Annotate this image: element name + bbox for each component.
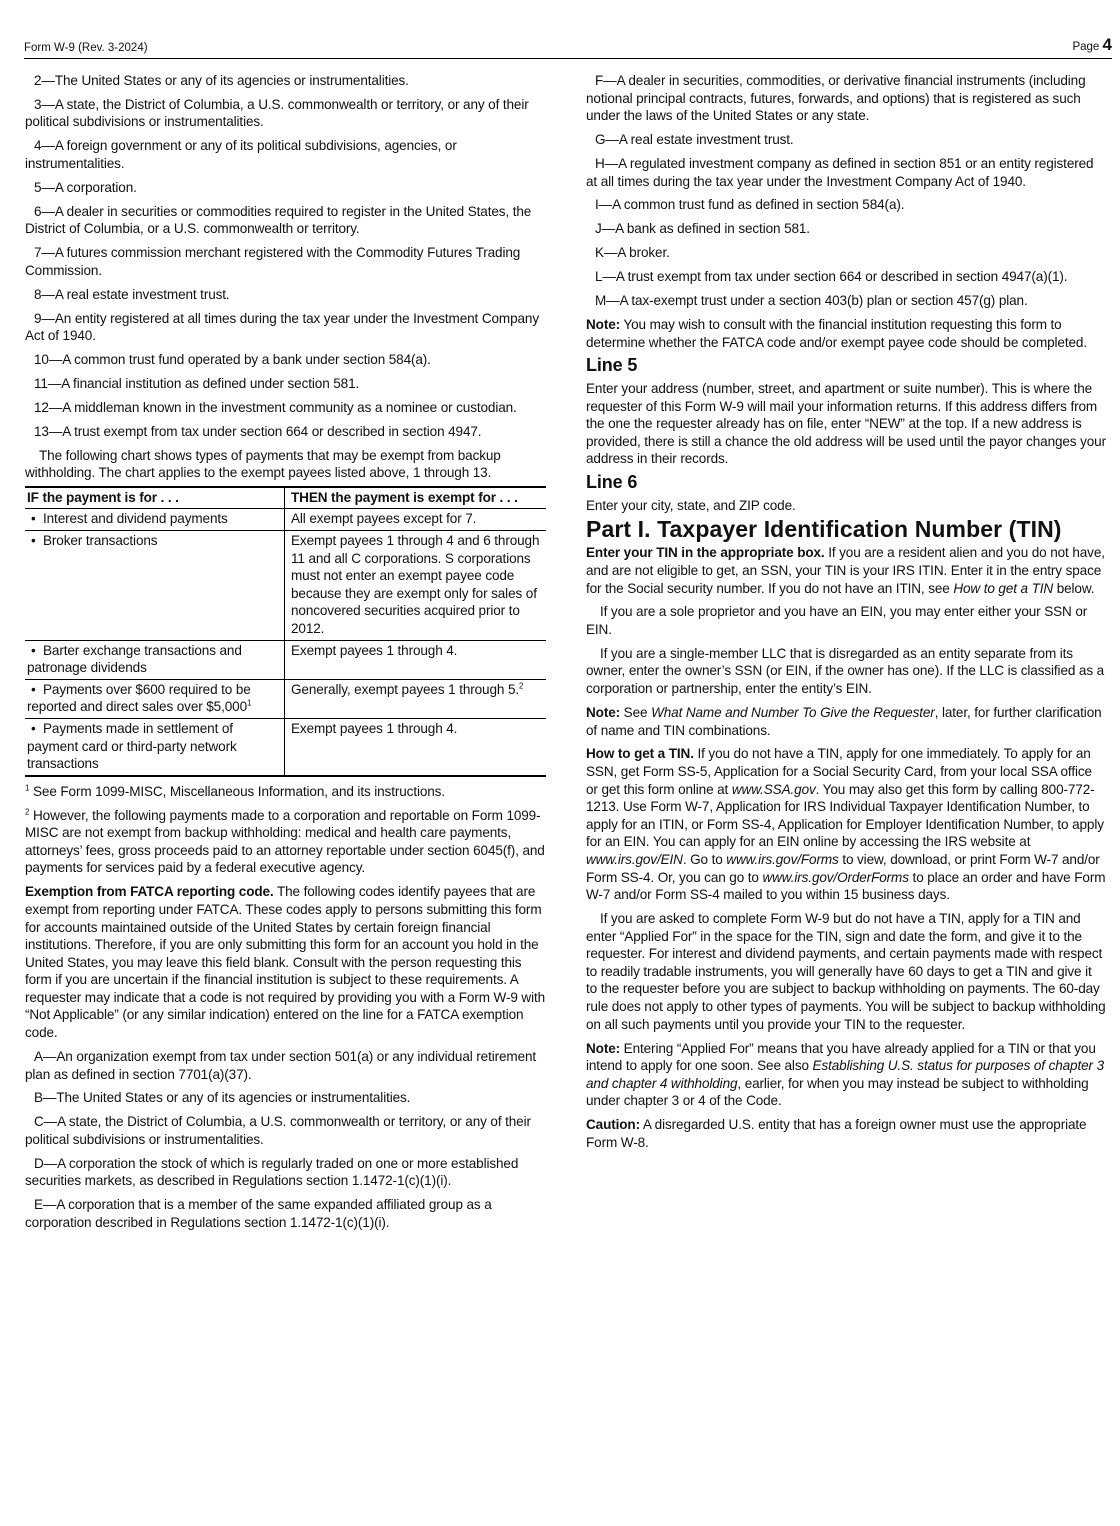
exempt-payee-item: 6—A dealer in securities or commodities required to register in the United States, the District of Columbia, or a U.S. commonwealth or territory. xyxy=(25,203,532,237)
fatca-code-item: J—A bank as defined in section 581. xyxy=(595,221,810,237)
fatca-code-item: F—A dealer in securities, commodities, or derivative financial instruments (including notional principal contracts, futures, forwards, and options) that is registered as such under the laws of the United States or any state. xyxy=(586,73,1086,124)
exempt-payee-item: 5—A corporation. xyxy=(34,179,137,195)
exempt-payee-item: 2—The United States or any of its agencies or instrumentalities. xyxy=(34,73,409,88)
fatca-code-item: L—A trust exempt from tax under section 664 or described in section 4947(a)(1). xyxy=(595,269,1068,285)
footnote-1: $^1$ See Form 1099-MISC, Miscellaneous Information, and its instructions. xyxy=(25,783,445,799)
fatca-paragraph: Exemption from FATCA reporting code. The following codes identify payees that are exempt from reporting under FATCA. These codes apply to persons submitting this form for accounts maintained outside of the United States by certain foreign financial institutions. Therefore, if you are only submitting this form for an account you hold in the United States, you may leave this field blank. Consult with the person requesting this form if you are uncertain if the financial institution is subject to these requirements. A requester may indicate that a code is not required by providing you with a Form W-9 with “Not Applicable” (or any similar indication) entered on the line for a FATCA exemption code. xyxy=(25,884,546,1041)
exempt-payee-item: 9—An entity registered at all times during the tax year under the Investment Company Act of 1940. xyxy=(25,310,539,344)
link-irs-orderforms: www.irs.gov/OrderForms xyxy=(762,869,909,885)
table-cell-payment: • Barter exchange transactions and patronage dividends xyxy=(25,640,285,679)
sole-proprietor-paragraph: If you are a sole proprietor and you have an EIN, you may enter either your SSN or EIN. xyxy=(586,604,1088,637)
bullet: • xyxy=(31,533,36,549)
fatca-code-item: H—A regulated investment company as defined in section 851 or an entity registered at all times during the tax year under the Investment Company Act of 1940. xyxy=(586,155,1094,189)
table-row xyxy=(25,718,546,775)
fatca-code-item: A—An organization exempt from tax under section 501(a) or any individual retirement plan as defined in section 7701(a)(37). xyxy=(25,1048,537,1082)
table-row xyxy=(25,679,546,718)
bullet: • xyxy=(31,720,36,736)
exempt-payee-item: 4—A foreign government or any of its political subdivisions, agencies, or instrumentalities. xyxy=(25,138,457,171)
exempt-payee-item: 12—A middleman known in the investment community as a nominee or custodian. xyxy=(34,399,517,415)
fatca-code-item: D—A corporation the stock of which is regularly traded on one or more established securities markets, as described in Regulations section 1.1472-1(c)(1)(i). xyxy=(25,1155,519,1189)
table-row xyxy=(25,509,546,531)
note-paragraph: Note: Entering “Applied For” means that you have already applied for a TIN or that you intend to apply for one soon. See also Establishing U.S. status for purposes of chapter 3 and chapter 4 withholding, earlier, for when you may instead be subject to withholding under chapter 3 or 4 of the Code. xyxy=(586,1040,1104,1109)
part1-heading: Part I. Taxpayer Identification Number (TIN) xyxy=(586,515,1062,542)
payment-exemption-table xyxy=(25,486,546,777)
footnote-2: $^2$ However, the following payments made to a corporation and reportable on Form 1099-MISC are not exempt from backup withholding: medical and health care payments, attorneys’ fees, gross proceeds paid to an attorney reportable under section 6045(f), and payments for services paid by a federal executive agency. xyxy=(25,807,545,876)
bullet: • xyxy=(31,511,36,527)
line5-text: Enter your address (number, street, and apartment or suite number). This is where the requester of this Form W-9 will mail your information returns. If this address differs from the one the requester already has on file, enter “NEW” at the top. If a new address is provided, there is still a chance the old address will be used until the payor changes your address in their records. xyxy=(586,380,1106,467)
fatca-heading: Exemption from FATCA reporting code. xyxy=(25,884,274,900)
llc-paragraph: If you are a single-member LLC that is disregarded as an entity separate from its owner, enter the owner’s SSN (or EIN, if the owner has one). If the LLC is classified as a corporation or partnership, enter the entity’s EIN. xyxy=(586,645,1105,697)
exempt-payee-item: 3—A state, the District of Columbia, a U.S. commonwealth or territory, or any of their political subdivisions or instrumentalities. xyxy=(25,96,529,130)
table-cell-payment: • Interest and dividend payments xyxy=(25,509,285,531)
link-irs-ein: www.irs.gov/EIN xyxy=(586,852,683,868)
fatca-code-item: C—A state, the District of Columbia, a U.S. commonwealth or territory, or any of their political subdivisions or instrumentalities. xyxy=(25,1114,531,1147)
table-cell-exempt: All exempt payees except for 7. xyxy=(285,509,547,531)
table-cell-payment: • Payments over $600 required to be reported and direct sales over $5,000$^1$ xyxy=(25,679,285,718)
exempt-payee-item: 8—A real estate investment trust. xyxy=(34,286,230,302)
page-header xyxy=(24,35,1112,59)
exempt-payee-item: 13—A trust exempt from tax under section 664 or described in section 4947. xyxy=(34,423,482,439)
fatca-code-item: K—A broker. xyxy=(595,245,670,261)
bullet: • xyxy=(31,681,36,697)
caution-paragraph: Caution: A disregarded U.S. entity that has a foreign owner must use the appropriate Form W-8. xyxy=(586,1117,1087,1150)
line5-heading: Line 5 xyxy=(586,355,638,376)
link-ssa: www.SSA.gov xyxy=(731,781,816,797)
exempt-payee-item: 7—A futures commission merchant registered with the Commodity Futures Trading Commission. xyxy=(25,245,521,278)
table-header-payment: IF the payment is for . . . xyxy=(25,487,285,509)
chart-intro: The following chart shows types of payments that may be exempt from backup withholding. The chart applies to the exempt payees listed above, 1 through 13. xyxy=(25,447,501,481)
exempt-payee-item: 11—A financial institution as defined under section 581. xyxy=(34,375,360,391)
fatca-code-item: G—A real estate investment trust. xyxy=(595,132,794,148)
how-to-get-tin-paragraph: How to get a TIN. If you do not have a TIN, apply for one immediately. To apply for an SSN, get Form SS-5, Application for a Social Security Card, from your local SSA office or get this form online at www.SSA.gov. You may also get this form by calling 800-772-1213. Use Form W-7, Application for IRS Individual Taxpayer Identification Number, to apply for an ITIN, or Form SS-4, Application for Employer Identification Number, to apply for an EIN. You can apply for an EIN online by accessing the IRS website at www.irs.gov/EIN. Go to www.irs.gov/Forms to view, download, or print Form W-7 and/or Form SS-4. Or, you can go to www.irs.gov/OrderForms to place an order and have Form W-7 and/or Form SS-4 mailed to you within 15 business days. xyxy=(586,746,1106,903)
footnote-ref: 2 xyxy=(519,681,524,691)
enter-tin-paragraph: Enter your TIN in the appropriate box. If you are a resident alien and you do not have, and are not eligible to get, an SSN, your TIN is your IRS ITIN. Enter it in the entry space for the Social security number. If you do not have an ITIN, see How to get a TIN below. xyxy=(586,545,1105,596)
fatca-code-item: B—The United States or any of its agencies or instrumentalities. xyxy=(34,1090,411,1106)
form-name: Form W-9 (Rev. 3-2024) xyxy=(24,42,148,54)
exempt-payee-item: 10—A common trust fund operated by a bank under section 584(a). xyxy=(34,352,431,368)
line6-heading: Line 6 xyxy=(586,472,638,493)
bullet: • xyxy=(31,642,36,658)
table-header-exempt: THEN the payment is exempt for . . . xyxy=(285,487,547,509)
line6-text: Enter your city, state, and ZIP code. xyxy=(586,497,796,513)
table-row xyxy=(25,531,546,641)
note-paragraph: Note: See What Name and Number To Give the Requester, later, for further clarification of name and TIN combinations. xyxy=(586,704,1102,738)
table-row xyxy=(25,640,546,679)
table-cell-payment: • Broker transactions xyxy=(25,531,285,641)
page-number: Page 4 xyxy=(1072,35,1112,54)
table-cell-exempt: Exempt payees 1 through 4 and 6 through 11 and all C corporations. S corporations must not enter an exempt payee code because they are exempt only for sales of noncovered securities acquired prior to 2012. xyxy=(285,531,547,641)
table-cell-exempt: Generally, exempt payees 1 through 5.$^2$ xyxy=(285,679,547,718)
table-header-row xyxy=(25,487,546,509)
fatca-code-item: E—A corporation that is a member of the same expanded affiliated group as a corporation described in Regulations section 1.1472-1(c)(1)(i). xyxy=(25,1197,492,1230)
link-irs-forms: www.irs.gov/Forms xyxy=(726,852,839,868)
left-column xyxy=(25,72,548,1238)
note-paragraph: Note: You may wish to consult with the financial institution requesting this form to determine whether the FATCA code and/or exempt payee code should be completed. xyxy=(586,316,1087,350)
table-cell-exempt: Exempt payees 1 through 4. xyxy=(285,640,547,679)
footnote-ref: 1 xyxy=(246,698,252,708)
table-cell-exempt: Exempt payees 1 through 4. xyxy=(285,718,547,775)
right-column xyxy=(586,72,1106,1158)
fatca-code-item: M—A tax-exempt trust under a section 403(b) plan or section 457(g) plan. xyxy=(595,293,1028,309)
fatca-code-item: I—A common trust fund as defined in section 584(a). xyxy=(595,197,905,213)
table-cell-payment: • Payments made in settlement of payment card or third-party network transactions xyxy=(25,718,285,775)
applied-for-paragraph: If you are asked to complete Form W-9 but do not have a TIN, apply for a TIN and enter “Applied For” in the space for the TIN, sign and date the form, and give it to the requester. For interest and dividend payments, and certain payments made with respect to readily tradable instruments, you will generally have 60 days to get a TIN and give it to the requester before you are subject to backup withholding on payments. The 60-day rule does not apply to other types of payments. You will be subject to backup withholding on all such payments until you provide your TIN to the requester. xyxy=(586,911,1106,1032)
